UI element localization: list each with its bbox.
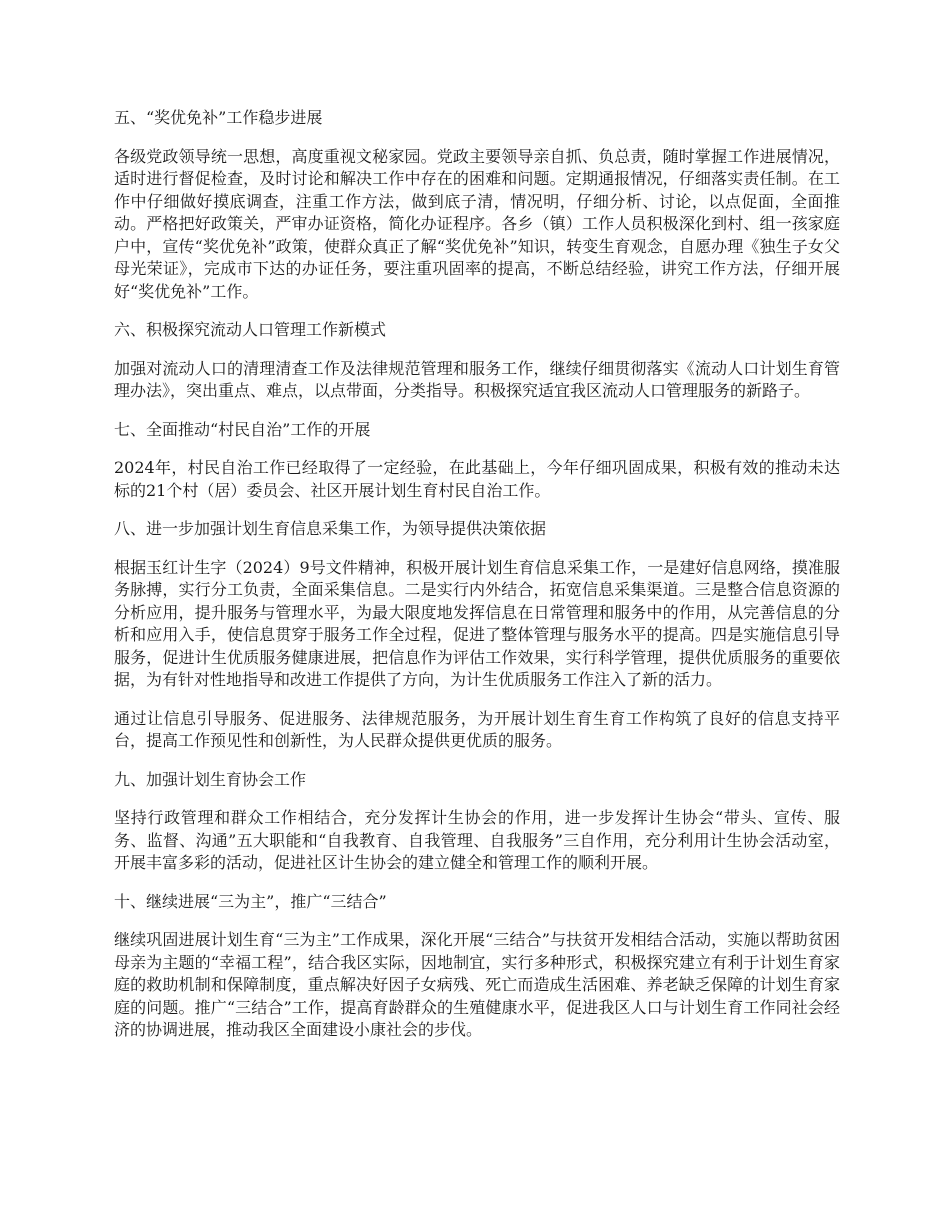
document-body [114,107,840,1058]
section-paragraph: 通过让信息引导服务、促进服务、法律规范服务，为开展计划生育生育工作构筑了良好的信息支持平台，提高工作预见性和创新性，为人民群众提供更优质的服务。 [114,708,840,750]
section-paragraph: 2024年，村民自治工作已经取得了一定经验，在此基础上，今年仔细巩固成果，积极有效的推动未达标的21个村（居）委员会、社区开展计划生育村民自治工作。 [114,458,840,500]
section-heading-9: 九、加强计划生育协会工作 [114,769,307,789]
section-paragraph: 根据玉红计生字（2024）9号文件精神，积极开展计划生育信息采集工作，一是建好信息网络，摸准服务脉搏，实行分工负责，全面采集信息。二是实行内外结合，拓宽信息采集渠道。三是整合信息资源的分析应用，提升服务与管理水平，为最大限度地发挥信息在日常管理和服务中的作用，从完善信息的分析和应用入手，使信息贯穿于服务工作全过程，促进了整体管理与服务水平的提高。四是实施信息引导服务，促进计生优质服务健康进展，把信息作为评估工作效果，实行科学管理，提供优质服务的重要依据，为有针对性地指导和改进工作提供了方向，为计生优质服务工作注入了新的活力。 [114,557,840,689]
section-heading-5: 五、“奖优免补”工作稳步进展 [114,108,323,127]
section-heading-7: 七、全面推动“村民自治”工作的开展 [114,419,371,439]
section-paragraph: 坚持行政管理和群众工作相结合，充分发挥计生协会的作用，进一步发挥计生协会“带头、宣传、服务、监督、沟通”五大职能和“自我教育、自我管理、自我服务”三自作用，充分利用计生协会活动室，开展丰富多彩的活动，促进社区计生协会的建立健全和管理工作的顺利开展。 [114,808,840,872]
section-heading-10: 十、继续进展“三为主”，推广“三结合” [114,891,387,911]
section-paragraph: 继续巩固进展计划生育“三为主”工作成果，深化开展“三结合”与扶贫开发相结合活动，实施以帮助贫困母亲为主题的“幸福工程”，结合我区实际，因地制宜，实行多种形式，积极探究建立有利于计划生育家庭的救助机制和保障制度，重点解决好因子女病残、死亡而造成生活困难、养老缺乏保障的计划生育家庭的问题。推广“三结合”工作，提高育龄群众的生殖健康水平，促进我区人口与计划生育工作同社会经济的协调进展，推动我区全面建设小康社会的步伐。 [114,930,840,1039]
section-heading-8: 八、进一步加强计划生育信息采集工作，为领导提供决策依据 [114,519,547,538]
section-paragraph: 加强对流动人口的清理清查工作及法律规范管理和服务工作，继续仔细贯彻落实《流动人口计划生育管理办法》，突出重点、难点，以点带面，分类指导。积极探究适宜我区流动人口管理服务的新路子。 [114,358,840,400]
section-paragraph: 各级党政领导统一思想，高度重视文秘家园。党政主要领导亲自抓、负总责，随时掌握工作进展情况，适时进行督促检查，及时讨论和解决工作中存在的困难和问题。定期通报情况，仔细落实责任制。在工作中仔细做好摸底调查，注重工作方法，做到底子清，情况明，仔细分析、讨论，以点促面，全面推动。严格把好政策关，严审办证资格，简化办证程序。各乡（镇）工作人员积极深化到村、组一孩家庭户中，宣传“奖优免补”政策，使群众真正了解“奖优免补”知识，转变生育观念，自愿办理《独生子女父母光荣证》，完成市下达的办证任务，要注重巩固率的提高，不断总结经验，讲究工作方法，仔细开展好“奖优免补”工作。 [114,146,840,301]
section-heading-6: 六、积极探究流动人口管理工作新模式 [114,320,387,339]
